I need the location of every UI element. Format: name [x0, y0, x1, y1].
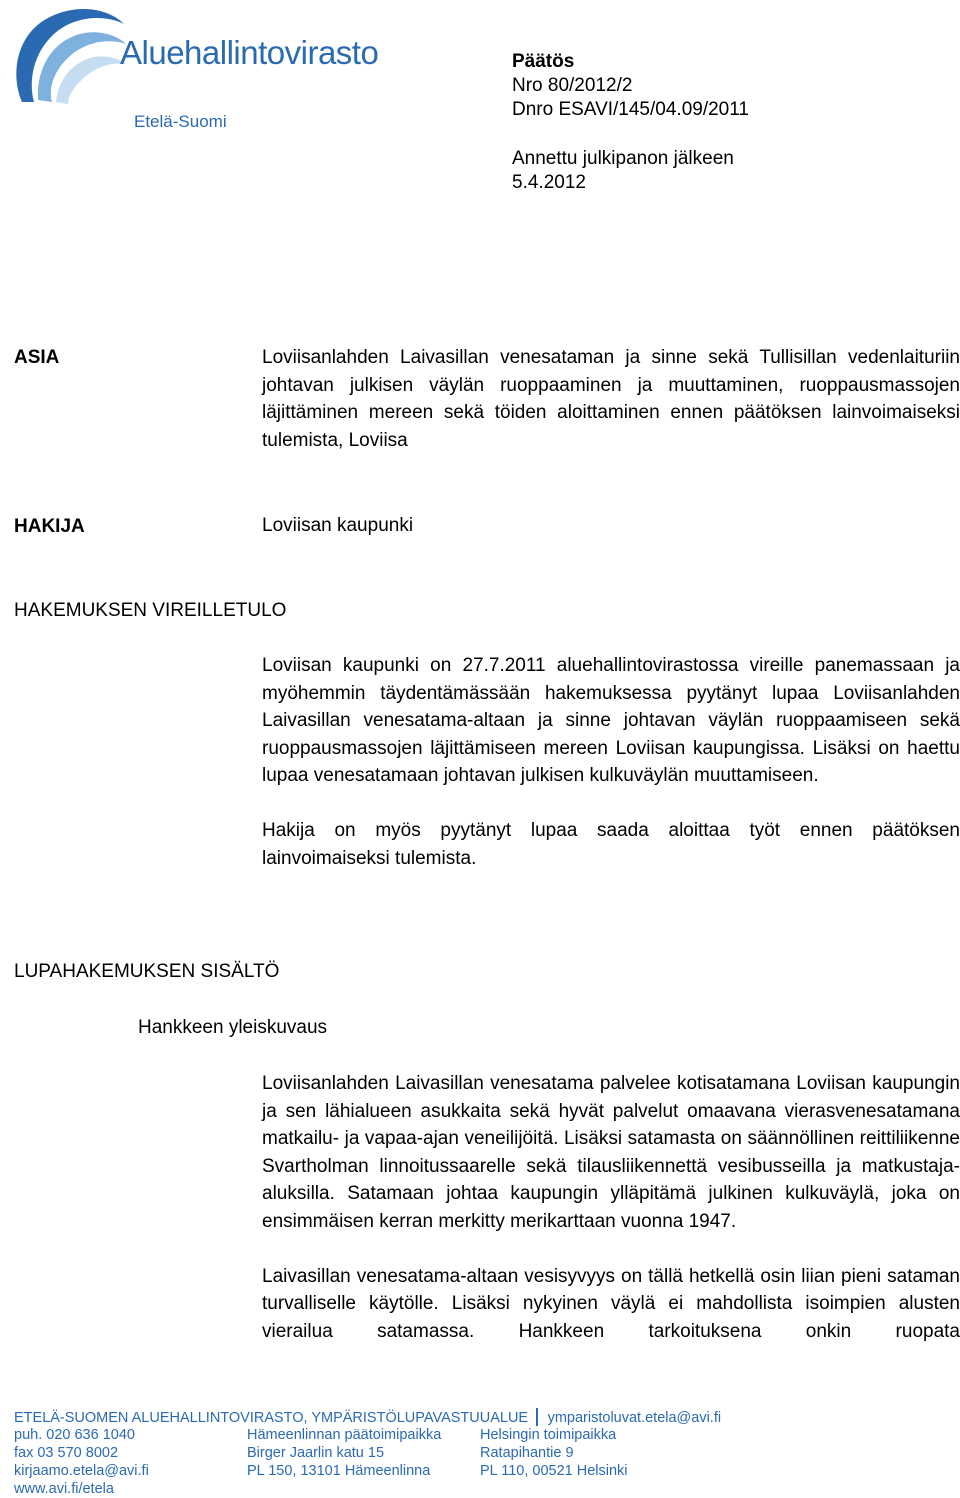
logo-wordmark: Aluehallintovirasto — [120, 34, 379, 71]
footer-helsinki-column — [480, 1426, 628, 1480]
issued-date: 5.4.2012 — [512, 172, 586, 193]
footer-email[interactable]: ymparistoluvat.etela@avi.fi — [547, 1410, 722, 1426]
subsection-label-yleiskuvaus: Hankkeen yleiskuvaus — [138, 1017, 328, 1038]
footer-hq-street: Birger Jaarlin katu 15 — [247, 1445, 385, 1461]
footer-hameenlinna-column — [247, 1426, 441, 1480]
section-text-vireilletulo — [262, 652, 960, 872]
section-label-hakija: HAKIJA — [14, 516, 85, 537]
section-text-yleiskuvaus — [262, 1070, 960, 1345]
issued-note: Annettu julkipanon jälkeen — [512, 148, 734, 169]
footer-separator — [536, 1408, 538, 1426]
footer-hq-postal: PL 150, 13101 Hämeenlinna — [247, 1463, 431, 1479]
yleiskuvaus-paragraph-2: Laivasillan venesatama-altaan vesisyvyys on tällä hetkellä osin liian pieni sataman turvalliselle käytölle. Lisäksi nykyinen väylä ei mahdollista isoimpien alusten vierailua satamassa. Hankkeen tarkoituksena onkin ruopata — [262, 1265, 960, 1342]
vireilletulo-paragraph-2: Hakija on myös pyytänyt lupaa saada aloittaa työt ennen päätöksen lainvoimaiseksi tulemista. — [262, 819, 960, 869]
section-text-hakija — [262, 512, 960, 540]
section-label-sisalto: LUPAHAKEMUKSEN SISÄLTÖ — [14, 961, 280, 982]
footer-fax: fax 03 570 8002 — [14, 1445, 119, 1461]
footer-office-title: Helsingin toimipaikka — [480, 1427, 617, 1443]
footer-phone: puh. 020 636 1040 — [14, 1427, 135, 1443]
section-text-asia — [262, 344, 960, 454]
decision-number: Nro 80/2012/2 — [512, 75, 633, 96]
asia-paragraph: Loviisanlahden Laivasillan venesataman ja sinne sekä Tullisillan vedenlaituriin johtavan julkisen väylän ruoppaaminen ja muuttaminen, ruoppausmassojen läjittäminen mereen sekä töiden aloittaminen ennen päätöksen lainvoimaiseksi tulemista, Loviisa — [262, 347, 960, 451]
footer-website[interactable]: www.avi.fi/etela — [14, 1481, 114, 1497]
diary-number: Dnro ESAVI/145/04.09/2011 — [512, 99, 749, 120]
yleiskuvaus-paragraph-1: Loviisanlahden Laivasillan venesatama palvelee kotisatamana Loviisan kaupungin ja sen lähialueen asukkaita sekä hyvät palvelut omaavana vierasvenesatamana matkailu- ja vapaa-ajan veneilijöitä. Lisäksi satamasta on säännöllinen reittiliikenne Svartholman linnoitussaarelle sekä tilausliikennettä vesibusseilla ja matkustaja-aluksilla. Satamaan johtaa kaupungin ylläpitämä julkinen kulkuväylä, joka on ensimmäisen kerran merkitty merikarttaan vuonna 1947. — [262, 1073, 960, 1232]
vireilletulo-paragraph-1: Loviisan kaupunki on 27.7.2011 aluehallintovirastossa vireille panemassaan ja myöhemmin täydentämässään hakemuksessa pyytänyt lupaa Loviisanlahden Laivasillan venesatama-altaan ja sinne johtavan väylän ruoppaamiseen sekä ruoppausmassojen läjittämiseen mereen Loviisan kaupungissa. Lisäksi on haettu lupaa venesatamaan johtavan julkisen kulkuväylän muuttamiseen. — [262, 655, 960, 787]
document-type: Päätös — [512, 51, 575, 72]
footer-hq-title: Hämeenlinnan päätoimipaikka — [247, 1427, 442, 1443]
footer-org-line — [14, 1408, 721, 1427]
region-label: Etelä-Suomi — [134, 112, 227, 131]
hakija-paragraph: Loviisan kaupunki — [262, 515, 414, 536]
footer-contact-column — [14, 1426, 149, 1498]
footer-office-street: Ratapihantie 9 — [480, 1445, 574, 1461]
section-label-asia: ASIA — [14, 347, 60, 368]
footer-org-name: ETELÄ-SUOMEN ALUEHALLINTOVIRASTO, YMPÄRISTÖLUPAVASTUUALUE — [14, 1410, 529, 1426]
logo-swoosh-icon — [8, 4, 128, 106]
section-label-vireilletulo: HAKEMUKSEN VIREILLETULO — [14, 600, 287, 621]
footer-office-postal: PL 110, 00521 Helsinki — [480, 1463, 628, 1479]
footer-registry-email[interactable]: kirjaamo.etela@avi.fi — [14, 1463, 149, 1479]
